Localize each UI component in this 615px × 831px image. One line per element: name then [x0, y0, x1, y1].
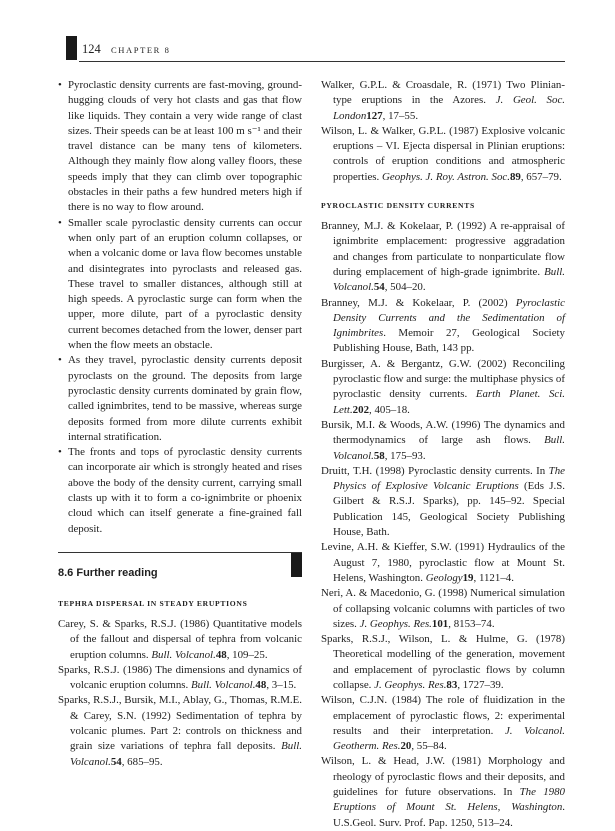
reference-volume: 202	[352, 403, 370, 416]
summary-bullet: • The fronts and tops of pyroclastic density currents can incorporate air which is strongly heated and rises above the body of the density current, carrying small clasts up with it to form a co-ignimbrite or phoenix cloud which can itself generate a fine-grained fall deposit.	[58, 445, 302, 537]
reference-entry	[321, 540, 565, 586]
summary-bullet: • Smaller scale pyroclastic density currents can occur when only part of an eruption column collapses, or when a volcanic dome or lava flow becomes unstable and disintegrates into pyroclasts and released gas. These travel to smaller distances, although still at high speeds. A pyroclastic surge can form when the upper, more dilute, part of a pyroclastic density current becomes detached from the lower, denser part when the flow meets an obstacle.	[58, 216, 302, 354]
chapter-label: CHAPTER 8	[111, 45, 171, 55]
reference-source: J. Geophys. Res.	[359, 617, 432, 630]
reference-text: Neri, A. & Macedonio, G. (1998) Numerical simulation of collapsing volcanic columns with particles of two sizes.	[321, 587, 565, 630]
reference-text: Carey, S. & Sparks, R.S.J. (1986) Quantitative models of the fallout and dispersal of tephra from volcanic eruption columns.	[58, 617, 302, 661]
left-column	[58, 78, 302, 770]
reference-text: , 504–20.	[384, 281, 426, 294]
reference-source: J. Volcanol. Geotherm. Res.	[333, 724, 565, 753]
reference-text: Levine, A.H. & Kieffer, S.W. (1991) Hydraulics of the August 7, 1980, pyroclastic flow at Mount St. Helens, Washington.	[321, 541, 565, 584]
reference-volume: 48	[215, 648, 227, 661]
reference-source: Geology	[425, 571, 463, 584]
reference-text: Sparks, R.S.J., Wilson, L. & Hulme, G. (1978) Theoretical modelling of the generation, movement and emplacement of pyroclastic flows by column collapse.	[321, 633, 565, 691]
reference-entry	[321, 357, 565, 418]
summary-bullets	[58, 78, 302, 537]
header-rule	[79, 61, 565, 62]
reference-source: Pyroclastic Density Currents and the Sedimentation of Ignimbrites	[333, 296, 565, 340]
reference-entry	[58, 617, 302, 663]
reference-volume: 127	[366, 109, 383, 122]
reference-text: , 657–79.	[520, 170, 562, 183]
reference-text: , 55–84.	[411, 740, 447, 753]
reference-text: , 1121–4.	[473, 571, 514, 584]
reference-entry	[321, 586, 565, 632]
reference-entry	[58, 693, 302, 769]
reference-source: Bull. Volcanol.	[190, 679, 256, 692]
reference-source: Earth Planet. Sci. Lett.	[333, 388, 565, 416]
reference-entry	[321, 632, 565, 693]
reference-source: Bull. Volcanol.	[70, 740, 302, 768]
reference-text: , 405–18.	[369, 403, 410, 416]
reference-text: , 17–55.	[382, 109, 419, 122]
reference-text: Wilson, L. & Walker, G.P.L. (1987) Explosive volcanic eruptions – VI. Ejecta dispersal in Plinian eruptions: controls of eruption conditions and atmospheric properties.	[321, 124, 565, 183]
reference-source: Geophys. J. Roy. Astron. Soc.	[382, 170, 510, 183]
reference-volume: 101	[431, 617, 449, 630]
page-number: 124	[82, 42, 101, 56]
reference-volume: 83	[446, 678, 458, 691]
reference-text: Wilson, C.J.N. (1984) The role of fluidization in the emplacement of pyroclastic flows, 2: experimental results and their interpretation.	[321, 694, 565, 737]
reference-text: Wilson, L. & Head, J.W. (1981) Morphology and rheology of pyroclastic flows and their deposits, and guidelines for future observations. In	[321, 755, 565, 799]
reference-source: J. Geol. Soc. London	[333, 94, 566, 122]
reference-entry	[321, 464, 565, 540]
reference-volume: 19	[462, 571, 474, 584]
reference-source: J. Geophys. Res.	[374, 678, 447, 691]
section-title: 8.6 Further reading	[58, 566, 158, 579]
reference-list-tephra-continued	[321, 78, 565, 185]
reference-text: Burgisser, A. & Bergantz, G.W. (2002) Reconciling pyroclastic flow and surge: the multiphase physics of pyroclastic density currents.	[321, 357, 565, 401]
reference-entry	[58, 663, 302, 694]
summary-bullet: • Pyroclastic density currents are fast-moving, ground-hugging clouds of very hot clasts and gas that flow like liquids. They contain a very wide range of clast sizes. Their speeds can be at least 100 m s⁻¹ and their travel distance can be many tens of kilometers. Although they mainly flow along valley floors, these speeds imply that they can climb over topographic obstacles in their paths a few hundred meters high if there is no way to flow around.	[58, 78, 302, 216]
header-bar	[66, 36, 77, 60]
reference-source: Bull. Volcanol.	[333, 265, 565, 294]
reference-text: (Eds J.S. Gilbert & R.S.J. Sparks), pp. 145–92. Special Publication 145, Geological Society Publishing House, Bath.	[333, 480, 565, 539]
reference-list-tephra	[58, 617, 302, 770]
reference-volume: 58	[373, 449, 385, 462]
reference-entry	[321, 78, 565, 124]
reference-text: , 175–93.	[384, 449, 426, 462]
reference-volume: 54	[110, 755, 122, 768]
right-column	[321, 78, 565, 831]
reference-entry	[321, 296, 565, 357]
reference-text: Sparks, R.S.J., Bursik, M.I., Ablay, G., Thomas, R.M.E. & Carey, S.N. (1992) Sedimentation of tephra by volcanic plumes. Part 2: controls on thickness and grain size variations of tephra fall deposits.	[58, 694, 302, 753]
reference-text: Druitt, T.H. (1998) Pyroclastic density currents. In	[321, 464, 549, 477]
reference-entry	[321, 693, 565, 754]
summary-bullet: • As they travel, pyroclastic density currents deposit pyroclasts on the ground. The deposits from large pyroclastic density currents dominated by grain flow, called ignimbrites, tend to be massive, whereas surge deposits formed from more dilute currents exhibit internal stratification.	[58, 353, 302, 445]
reference-volume: 89	[509, 170, 521, 183]
reference-text: . Memoir 27, Geological Society Publishing House, Bath, 143 pp.	[333, 327, 565, 355]
reference-source: Bull. Volcanol.	[333, 434, 565, 462]
reference-source: The 1980 Eruptions of Mount St. Helens, Washington	[333, 786, 565, 814]
reference-text: , 109–25.	[226, 648, 268, 661]
reference-volume: 48	[255, 679, 267, 692]
reference-text: Bursik, M.I. & Woods, A.W. (1996) The dynamics and thermodynamics of large ash flows.	[321, 418, 565, 447]
reference-entry	[321, 754, 565, 830]
reference-source: Bull. Volcanol.	[151, 648, 216, 661]
reference-text: , 685–95.	[121, 755, 163, 768]
reference-text: , 1727–39.	[457, 678, 504, 691]
reference-text: , 3–15.	[266, 679, 297, 692]
reference-entry	[321, 418, 565, 464]
reference-list-pdc	[321, 219, 565, 831]
reference-text: Walker, G.P.L. & Croasdale, R. (1971) Two Plinian-type eruptions in the Azores.	[321, 79, 565, 107]
reference-volume: 54	[373, 281, 385, 294]
section-heading	[58, 552, 302, 580]
reference-source: The Physics of Explosive Volcanic Eruptions	[333, 464, 565, 493]
subheading-pdc: PYROCLASTIC DENSITY CURRENTS	[321, 201, 475, 211]
reference-text: Branney, M.J. & Kokelaar, P. (2002)	[321, 296, 516, 309]
reference-entry	[321, 124, 565, 185]
reference-text: , 8153–74.	[448, 617, 495, 630]
reference-entry	[321, 219, 565, 295]
section-bar	[291, 553, 302, 577]
subheading-tephra: TEPHRA DISPERSAL IN STEADY ERUPTIONS	[58, 598, 248, 608]
reference-text: . U.S.Geol. Surv. Prof. Pap. 1250, 513–24.	[333, 801, 565, 829]
reference-text: Sparks, R.S.J. (1986) The dimensions and dynamics of volcanic eruption columns.	[58, 663, 302, 692]
reference-volume: 20	[400, 740, 412, 753]
reference-text: Branney, M.J. & Kokelaar, P. (1992) A re-appraisal of ignimbrite emplacement: progressive aggradation and changes from particulate to nonparticulate flow during emplacement of high-grade ignimbrite.	[321, 220, 565, 278]
